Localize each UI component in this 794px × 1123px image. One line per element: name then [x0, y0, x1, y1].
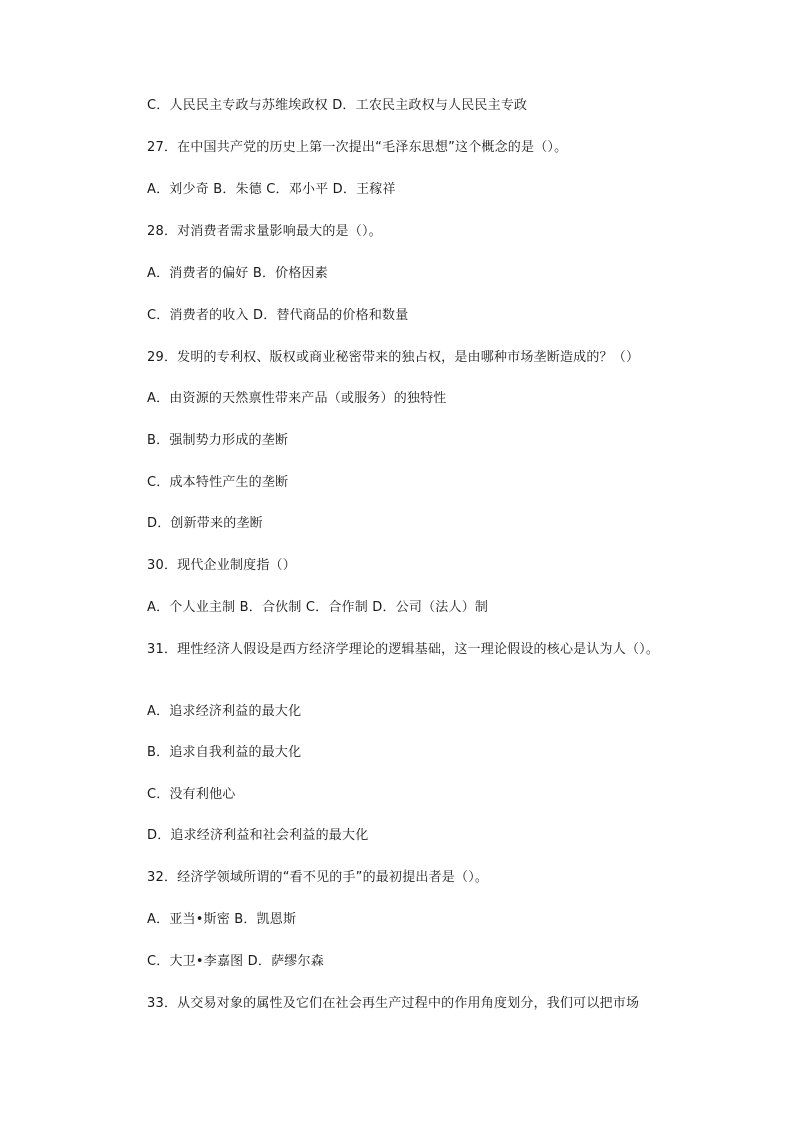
option-31-c: C．没有利他心	[147, 787, 236, 802]
option-31-d: D．追求经济利益和社会利益的最大化	[147, 828, 369, 843]
options-28-cd: C．消费者的收入 D．替代商品的价格和数量	[147, 308, 409, 323]
question-27: 27．在中国共产党的历史上第一次提出“毛泽东思想”这个概念的是（）。	[147, 140, 568, 155]
option-31-a: A．追求经济利益的最大化	[147, 704, 302, 719]
options-32-ab: A．亚当•斯密 B．凯恩斯	[147, 912, 297, 927]
question-30: 30．现代企业制度指（）	[147, 558, 296, 573]
option-29-a: A．由资源的天然禀性带来产品（或服务）的独特性	[147, 391, 447, 406]
question-33: 33．从交易对象的属性及它们在社会再生产过程中的作用角度划分，我们可以把市场	[147, 996, 640, 1011]
option-29-b: B．强制势力形成的垄断	[147, 433, 289, 448]
question-29: 29．发明的专利权、版权或商业秘密带来的独占权，是由哪种市场垄断造成的？（）	[147, 350, 640, 365]
question-31: 31．理性经济人假设是西方经济学理论的逻辑基础，这一理论假设的核心是认为人（）。	[147, 642, 660, 657]
options-32-cd: C．大卫•李嘉图 D．萨缪尔森	[147, 954, 324, 969]
options-28-ab: A．消费者的偏好 B．价格因素	[147, 266, 328, 281]
option-29-c: C．成本特性产生的垄断	[147, 475, 289, 490]
option-line-c-26: C．人民民主专政与苏维埃政权 D．工农民主政权与人民民主专政	[147, 98, 528, 113]
question-28: 28．对消费者需求量影响最大的是（）。	[147, 224, 382, 239]
question-32: 32．经济学领域所谓的“看不见的手”的最初提出者是（）。	[147, 870, 489, 885]
option-31-b: B．追求自我利益的最大化	[147, 745, 302, 760]
options-30: A．个人业主制 B．合伙制 C．合作制 D．公司（法人）制	[147, 600, 489, 615]
options-27: A．刘少奇 B．朱德 C．邓小平 D．王稼祥	[147, 182, 396, 197]
option-29-d: D．创新带来的垄断	[147, 516, 263, 531]
